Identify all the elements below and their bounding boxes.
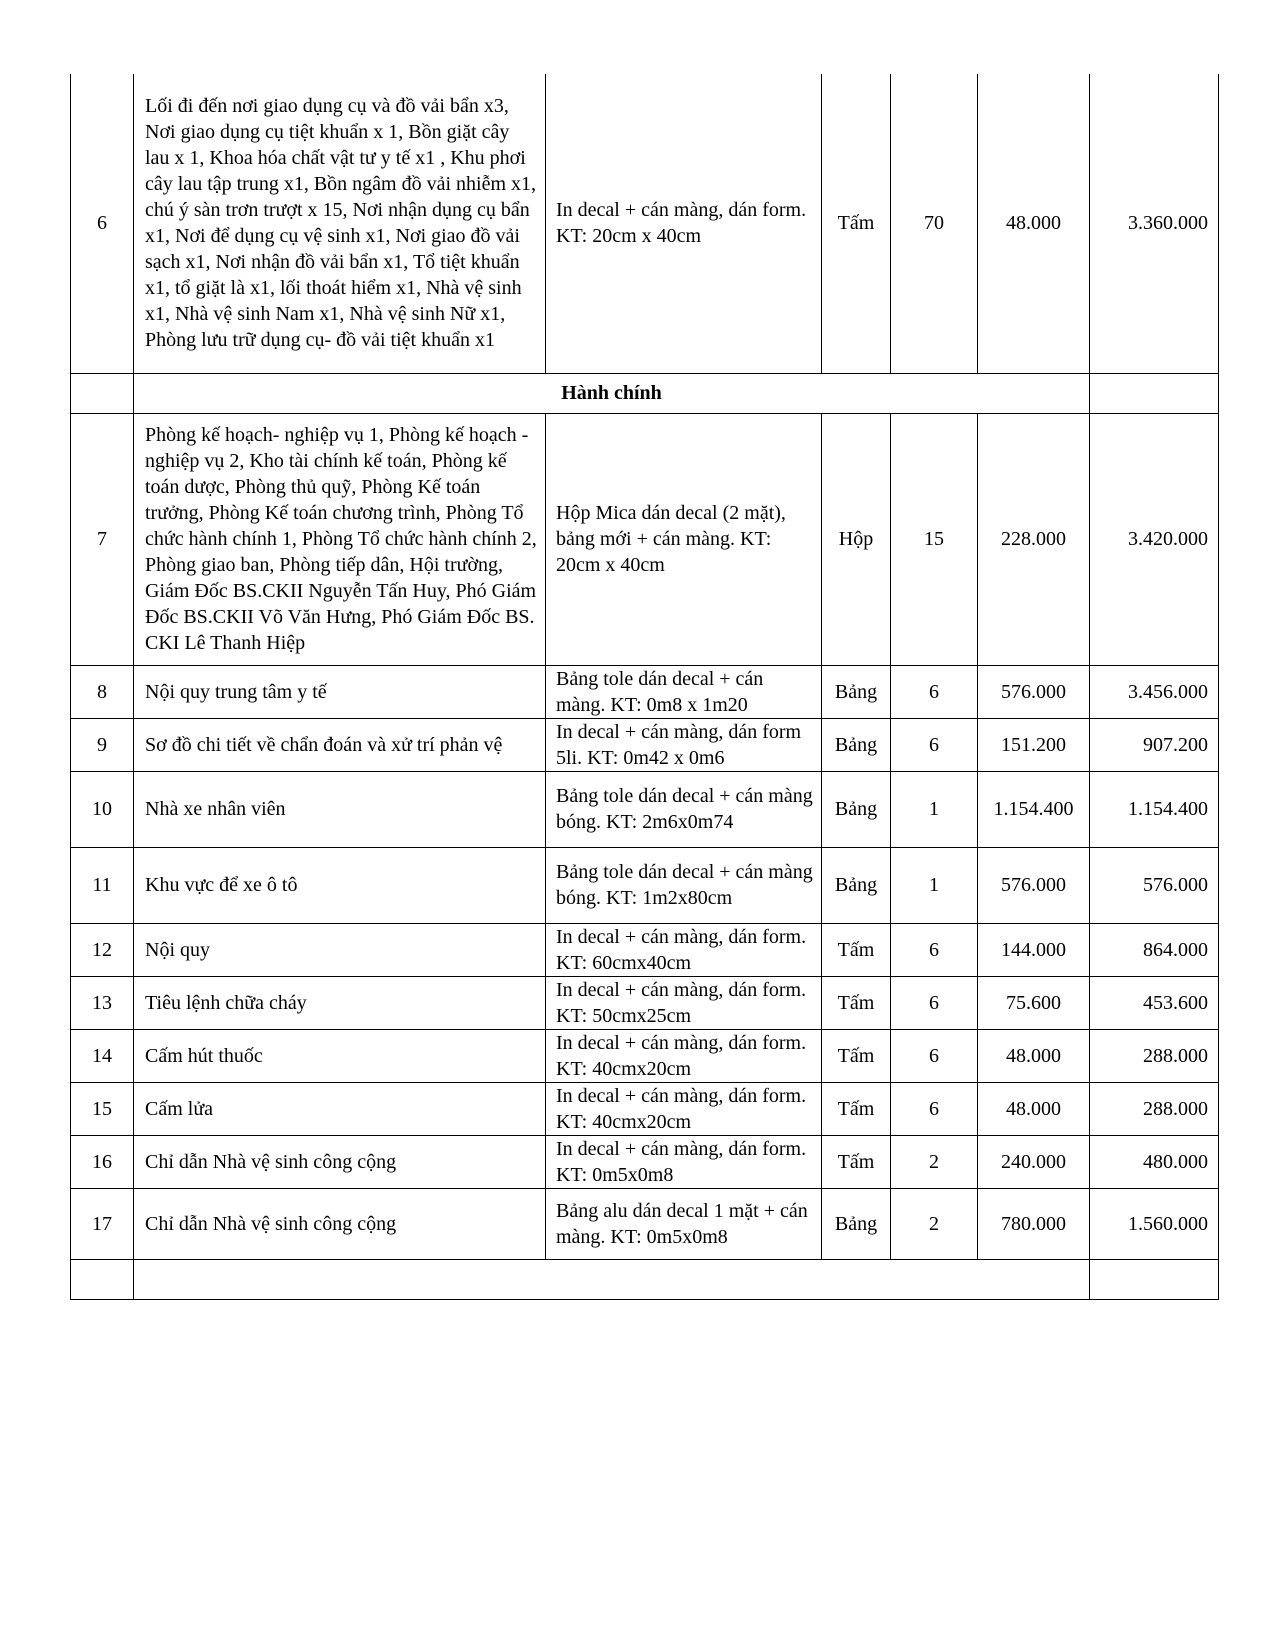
row-number: 17 <box>71 1188 134 1259</box>
table-row <box>71 665 1219 718</box>
item-quantity: 6 <box>891 923 978 976</box>
item-unit: Tấm <box>822 74 891 373</box>
row-number: 6 <box>71 74 134 373</box>
item-unit-price: 240.000 <box>978 1135 1090 1188</box>
item-name: Nhà xe nhân viên <box>134 771 546 847</box>
section-title: Hành chính <box>134 373 1090 413</box>
item-spec: Bảng tole dán decal + cán màng. KT: 0m8 x 1m20 <box>546 665 822 718</box>
item-unit-price: 48.000 <box>978 1082 1090 1135</box>
item-unit-price: 780.000 <box>978 1188 1090 1259</box>
table-row <box>71 1082 1219 1135</box>
item-quantity: 6 <box>891 665 978 718</box>
item-spec: In decal + cán màng, dán form. KT: 40cmx20cm <box>546 1082 822 1135</box>
item-spec: Bảng tole dán decal + cán màng bóng. KT: 1m2x80cm <box>546 847 822 923</box>
item-name: Khu vực để xe ô tô <box>134 847 546 923</box>
item-total: 3.360.000 <box>1090 74 1219 373</box>
row-number: 7 <box>71 413 134 665</box>
item-quantity: 6 <box>891 1082 978 1135</box>
section-blank-right <box>1090 373 1219 413</box>
item-unit-price: 48.000 <box>978 74 1090 373</box>
item-total: 3.456.000 <box>1090 665 1219 718</box>
item-unit-price: 576.000 <box>978 665 1090 718</box>
item-unit-price: 228.000 <box>978 413 1090 665</box>
item-total: 1.560.000 <box>1090 1188 1219 1259</box>
item-quantity: 1 <box>891 771 978 847</box>
row-number: 9 <box>71 718 134 771</box>
table-row <box>71 771 1219 847</box>
item-name: Cấm lửa <box>134 1082 546 1135</box>
item-total: 907.200 <box>1090 718 1219 771</box>
item-quantity: 70 <box>891 74 978 373</box>
empty-cell-right <box>1090 1259 1219 1299</box>
item-total: 576.000 <box>1090 847 1219 923</box>
section-blank-left <box>71 373 134 413</box>
item-total: 453.600 <box>1090 976 1219 1029</box>
item-name: Cấm hút thuốc <box>134 1029 546 1082</box>
item-name: Lối đi đến nơi giao dụng cụ và đồ vải bẩn x3, Nơi giao dụng cụ tiệt khuẩn x 1, Bồn giặt cây lau x 1, Khoa hóa chất vật tư y tế x1 , Khu phơi cây lau tập trung x1, Bồn ngâm đồ vải nhiễm x1, chú ý sàn trơn trượt x 15, Nơi nhận dụng cụ bẩn x1, Nơi để dụng cụ vệ sinh x1, Nơi giao đồ vải sạch x1, Nơi nhận đồ vải bẩn x1, Tổ tiệt khuẩn x1, tổ giặt là x1, lối thoát hiểm x1, Nhà vệ sinh x1, Nhà vệ sinh Nam x1, Nhà vệ sinh Nữ x1, Phòng lưu trữ dụng cụ- đồ vải tiệt khuẩn x1 <box>134 74 546 373</box>
price-table <box>70 74 1219 1300</box>
item-name: Phòng kế hoạch- nghiệp vụ 1, Phòng kế hoạch - nghiệp vụ 2, Kho tài chính kế toán, Phòng kế toán dược, Phòng thủ quỹ, Phòng Kế toán trưởng, Phòng Kế toán chương trình, Phòng Tổ chức hành chính 1, Phòng Tổ chức hành chính 2, Phòng giao ban, Phòng tiếp dân, Hội trường, Giám Đốc BS.CKII Nguyễn Tấn Huy, Phó Giám Đốc BS.CKII Võ Văn Hưng, Phó Giám Đốc BS. CKI Lê Thanh Hiệp <box>134 413 546 665</box>
item-unit: Bảng <box>822 771 891 847</box>
item-unit: Tấm <box>822 923 891 976</box>
row-number: 12 <box>71 923 134 976</box>
item-spec: Bảng alu dán decal 1 mặt + cán màng. KT: 0m5x0m8 <box>546 1188 822 1259</box>
item-spec: In decal + cán màng, dán form 5li. KT: 0m42 x 0m6 <box>546 718 822 771</box>
item-spec: In decal + cán màng, dán form. KT: 50cmx25cm <box>546 976 822 1029</box>
table-row <box>71 1188 1219 1259</box>
item-name: Sơ đồ chi tiết về chẩn đoán và xử trí phản vệ <box>134 718 546 771</box>
item-quantity: 6 <box>891 976 978 1029</box>
table-row <box>71 74 1219 373</box>
item-total: 288.000 <box>1090 1082 1219 1135</box>
table-row <box>71 1135 1219 1188</box>
item-name: Nội quy <box>134 923 546 976</box>
item-quantity: 1 <box>891 847 978 923</box>
item-unit-price: 75.600 <box>978 976 1090 1029</box>
item-unit-price: 151.200 <box>978 718 1090 771</box>
row-number: 16 <box>71 1135 134 1188</box>
item-total: 1.154.400 <box>1090 771 1219 847</box>
empty-row <box>71 1259 1219 1299</box>
item-total: 288.000 <box>1090 1029 1219 1082</box>
table-row <box>71 413 1219 665</box>
table-row <box>71 847 1219 923</box>
row-number: 8 <box>71 665 134 718</box>
table-row <box>71 1029 1219 1082</box>
item-quantity: 15 <box>891 413 978 665</box>
item-spec: Hộp Mica dán decal (2 mặt), bảng mới + cán màng. KT: 20cm x 40cm <box>546 413 822 665</box>
table-row <box>71 718 1219 771</box>
item-quantity: 2 <box>891 1135 978 1188</box>
table-row <box>71 976 1219 1029</box>
item-spec: In decal + cán màng, dán form. KT: 20cm x 40cm <box>546 74 822 373</box>
item-unit: Bảng <box>822 847 891 923</box>
item-quantity: 6 <box>891 718 978 771</box>
item-unit: Bảng <box>822 1188 891 1259</box>
item-quantity: 6 <box>891 1029 978 1082</box>
item-spec: In decal + cán màng, dán form. KT: 0m5x0m8 <box>546 1135 822 1188</box>
item-unit: Tấm <box>822 1082 891 1135</box>
item-quantity: 2 <box>891 1188 978 1259</box>
item-total: 3.420.000 <box>1090 413 1219 665</box>
item-total: 480.000 <box>1090 1135 1219 1188</box>
item-spec: Bảng tole dán decal + cán màng bóng. KT: 2m6x0m74 <box>546 771 822 847</box>
row-number: 15 <box>71 1082 134 1135</box>
item-total: 864.000 <box>1090 923 1219 976</box>
item-unit-price: 48.000 <box>978 1029 1090 1082</box>
row-number: 11 <box>71 847 134 923</box>
row-number: 13 <box>71 976 134 1029</box>
empty-cell-left <box>71 1259 134 1299</box>
item-name: Chỉ dẫn Nhà vệ sinh công cộng <box>134 1188 546 1259</box>
item-unit: Tấm <box>822 1135 891 1188</box>
empty-cell-middle <box>134 1259 1090 1299</box>
item-spec: In decal + cán màng, dán form. KT: 60cmx40cm <box>546 923 822 976</box>
item-name: Chỉ dẫn Nhà vệ sinh công cộng <box>134 1135 546 1188</box>
row-number: 10 <box>71 771 134 847</box>
item-unit: Bảng <box>822 718 891 771</box>
item-unit: Bảng <box>822 665 891 718</box>
item-unit-price: 1.154.400 <box>978 771 1090 847</box>
item-unit-price: 144.000 <box>978 923 1090 976</box>
section-row <box>71 373 1219 413</box>
item-unit: Tấm <box>822 976 891 1029</box>
row-number: 14 <box>71 1029 134 1082</box>
table-row <box>71 923 1219 976</box>
item-spec: In decal + cán màng, dán form. KT: 40cmx20cm <box>546 1029 822 1082</box>
item-unit: Hộp <box>822 413 891 665</box>
item-name: Tiêu lệnh chữa cháy <box>134 976 546 1029</box>
item-unit-price: 576.000 <box>978 847 1090 923</box>
item-unit: Tấm <box>822 1029 891 1082</box>
item-name: Nội quy trung tâm y tế <box>134 665 546 718</box>
